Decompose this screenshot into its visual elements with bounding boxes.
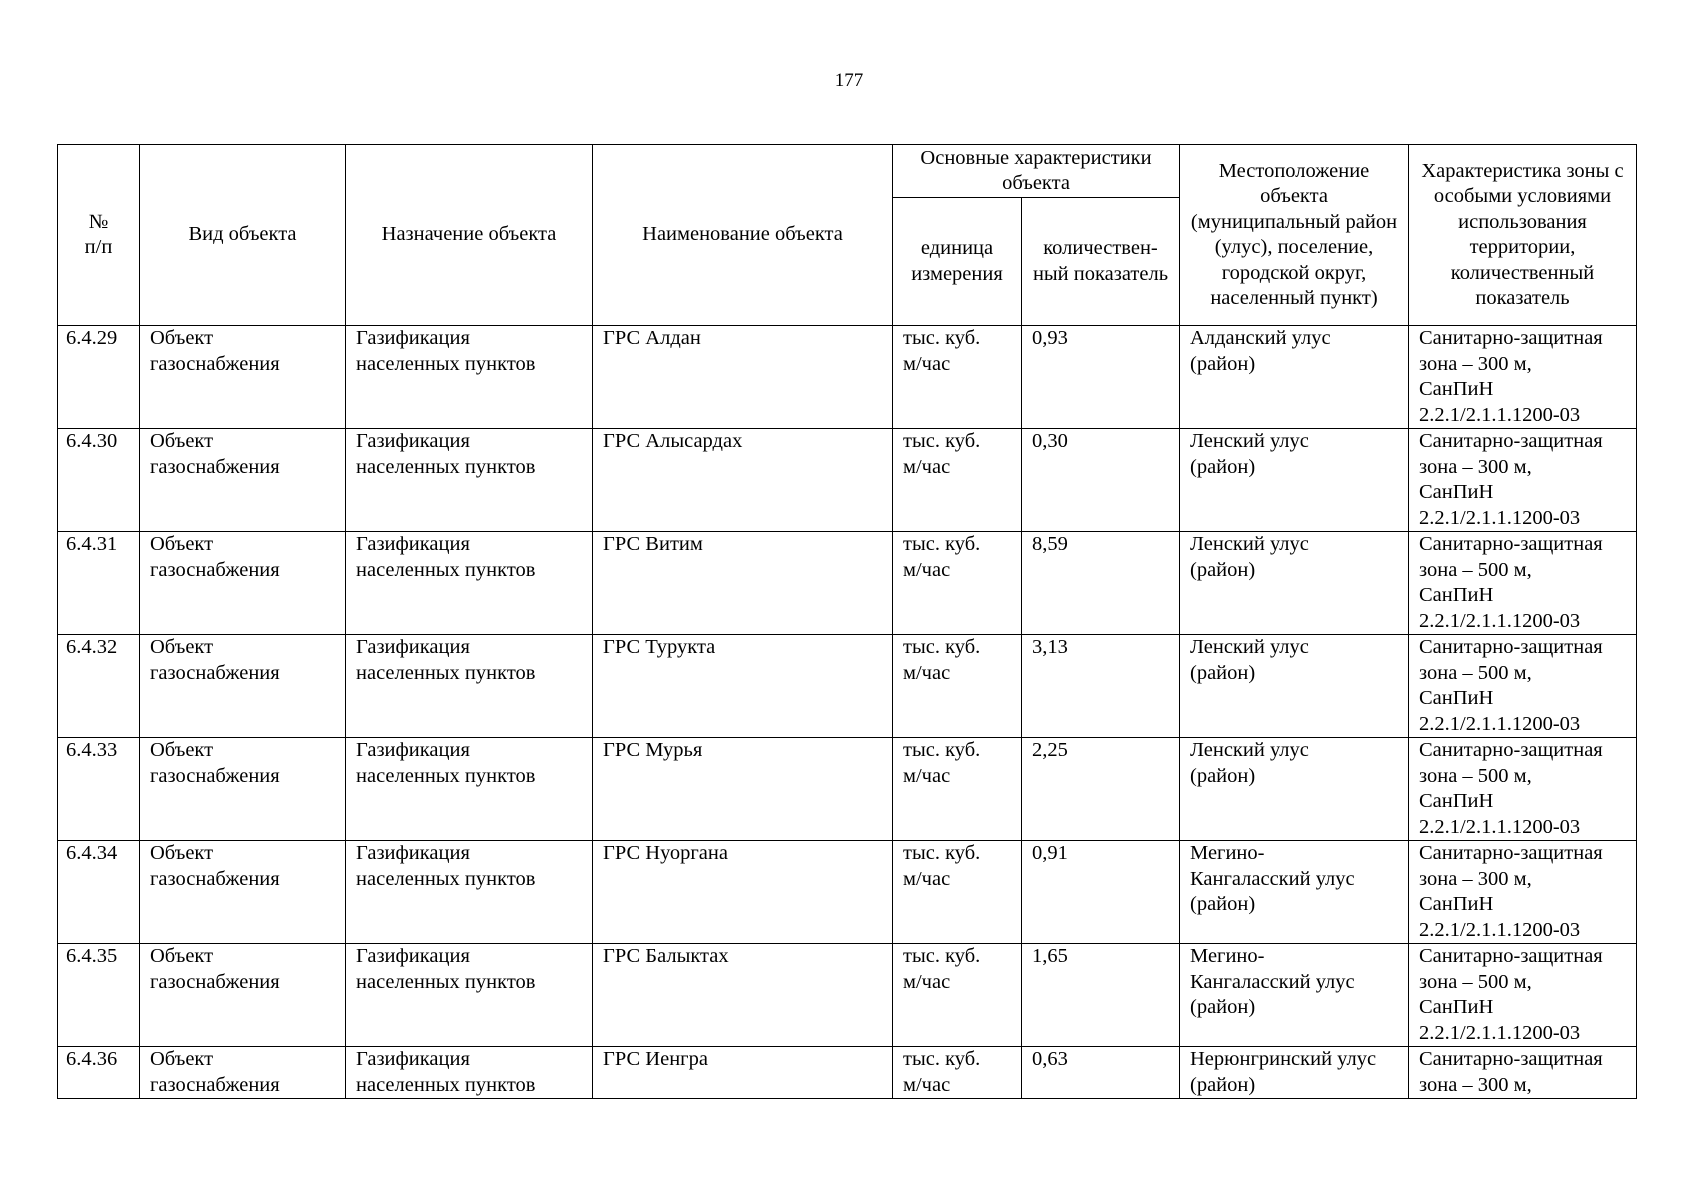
row-number: 6.4.33 xyxy=(58,738,140,841)
quantity-value: 2,25 xyxy=(1022,738,1180,841)
object-type: Объект газоснабжения xyxy=(140,944,346,1047)
table-row xyxy=(58,635,1637,738)
header-zone: Характеристика зоны с особыми условиями использования территории, количественный показатель xyxy=(1409,145,1637,326)
object-purpose: Газификация населенных пунктов xyxy=(346,429,593,532)
zone-characteristic: Санитарно-защитная зона – 500 м, СанПиН 2.2.1/2.1.1.1200-03 xyxy=(1409,944,1637,1047)
object-type: Объект газоснабжения xyxy=(140,429,346,532)
object-location: Ленский улус (район) xyxy=(1180,429,1409,532)
table-row xyxy=(58,429,1637,532)
row-number: 6.4.31 xyxy=(58,532,140,635)
object-purpose: Газификация населенных пунктов xyxy=(346,635,593,738)
row-number: 6.4.34 xyxy=(58,841,140,944)
object-type: Объект газоснабжения xyxy=(140,738,346,841)
unit-of-measure: тыс. куб. м/час xyxy=(893,326,1022,429)
header-quantity: количествен- ный показатель xyxy=(1022,198,1180,326)
object-type: Объект газоснабжения xyxy=(140,532,346,635)
header-object-type: Вид объекта xyxy=(140,145,346,326)
header-object-name: Наименование объекта xyxy=(593,145,893,326)
object-location: Ленский улус (район) xyxy=(1180,635,1409,738)
unit-of-measure: тыс. куб. м/час xyxy=(893,944,1022,1047)
object-location: Мегино- Кангаласский улус (район) xyxy=(1180,944,1409,1047)
quantity-value: 0,93 xyxy=(1022,326,1180,429)
row-number: 6.4.29 xyxy=(58,326,140,429)
object-name: ГРС Турукта xyxy=(593,635,893,738)
object-name: ГРС Балыктах xyxy=(593,944,893,1047)
object-name: ГРС Витим xyxy=(593,532,893,635)
unit-of-measure: тыс. куб. м/час xyxy=(893,841,1022,944)
object-purpose: Газификация населенных пунктов xyxy=(346,944,593,1047)
object-location: Ленский улус (район) xyxy=(1180,532,1409,635)
object-location: Нерюнгринский улус (район) xyxy=(1180,1047,1409,1099)
object-purpose: Газификация населенных пунктов xyxy=(346,1047,593,1099)
zone-characteristic: Санитарно-защитная зона – 300 м, СанПиН 2.2.1/2.1.1.1200-03 xyxy=(1409,841,1637,944)
table-row xyxy=(58,532,1637,635)
quantity-value: 3,13 xyxy=(1022,635,1180,738)
header-location: Местоположение объекта (муниципальный район (улус), поселение, городской округ, населенный пункт) xyxy=(1180,145,1409,326)
page-number: 177 xyxy=(834,70,864,91)
object-type: Объект газоснабжения xyxy=(140,1047,346,1099)
object-location: Ленский улус (район) xyxy=(1180,738,1409,841)
unit-of-measure: тыс. куб. м/час xyxy=(893,635,1022,738)
quantity-value: 0,91 xyxy=(1022,841,1180,944)
row-number: 6.4.35 xyxy=(58,944,140,1047)
header-main-characteristics: Основные характеристики объекта xyxy=(893,145,1180,198)
object-name: ГРС Мурья xyxy=(593,738,893,841)
object-name: ГРС Алысардах xyxy=(593,429,893,532)
header-unit: единица измерения xyxy=(893,198,1022,326)
header-num: № п/п xyxy=(58,145,140,326)
object-purpose: Газификация населенных пунктов xyxy=(346,738,593,841)
table-row xyxy=(58,326,1637,429)
table-row xyxy=(58,841,1637,944)
zone-characteristic: Санитарно-защитная зона – 300 м, СанПиН 2.2.1/2.1.1.1200-03 xyxy=(1409,429,1637,532)
unit-of-measure: тыс. куб. м/час xyxy=(893,532,1022,635)
object-type: Объект газоснабжения xyxy=(140,326,346,429)
object-name: ГРС Иенгра xyxy=(593,1047,893,1099)
object-name: ГРС Нуоргана xyxy=(593,841,893,944)
zone-characteristic: Санитарно-защитная зона – 300 м, xyxy=(1409,1047,1637,1099)
object-purpose: Газификация населенных пунктов xyxy=(346,326,593,429)
object-purpose: Газификация населенных пунктов xyxy=(346,532,593,635)
objects-table xyxy=(57,144,1637,1099)
quantity-value: 8,59 xyxy=(1022,532,1180,635)
row-number: 6.4.30 xyxy=(58,429,140,532)
unit-of-measure: тыс. куб. м/час xyxy=(893,429,1022,532)
object-name: ГРС Алдан xyxy=(593,326,893,429)
table-row xyxy=(58,738,1637,841)
row-number: 6.4.32 xyxy=(58,635,140,738)
table-row xyxy=(58,944,1637,1047)
table-row xyxy=(58,1047,1637,1099)
zone-characteristic: Санитарно-защитная зона – 500 м, СанПиН 2.2.1/2.1.1.1200-03 xyxy=(1409,532,1637,635)
quantity-value: 0,30 xyxy=(1022,429,1180,532)
quantity-value: 1,65 xyxy=(1022,944,1180,1047)
unit-of-measure: тыс. куб. м/час xyxy=(893,1047,1022,1099)
header-object-purpose: Назначение объекта xyxy=(346,145,593,326)
unit-of-measure: тыс. куб. м/час xyxy=(893,738,1022,841)
zone-characteristic: Санитарно-защитная зона – 500 м, СанПиН 2.2.1/2.1.1.1200-03 xyxy=(1409,635,1637,738)
object-purpose: Газификация населенных пунктов xyxy=(346,841,593,944)
object-location: Алданский улус (район) xyxy=(1180,326,1409,429)
object-type: Объект газоснабжения xyxy=(140,841,346,944)
object-location: Мегино- Кангаласский улус (район) xyxy=(1180,841,1409,944)
table-body xyxy=(58,326,1637,1099)
zone-characteristic: Санитарно-защитная зона – 300 м, СанПиН 2.2.1/2.1.1.1200-03 xyxy=(1409,326,1637,429)
object-type: Объект газоснабжения xyxy=(140,635,346,738)
table-header xyxy=(58,145,1637,326)
row-number: 6.4.36 xyxy=(58,1047,140,1099)
quantity-value: 0,63 xyxy=(1022,1047,1180,1099)
zone-characteristic: Санитарно-защитная зона – 500 м, СанПиН 2.2.1/2.1.1.1200-03 xyxy=(1409,738,1637,841)
